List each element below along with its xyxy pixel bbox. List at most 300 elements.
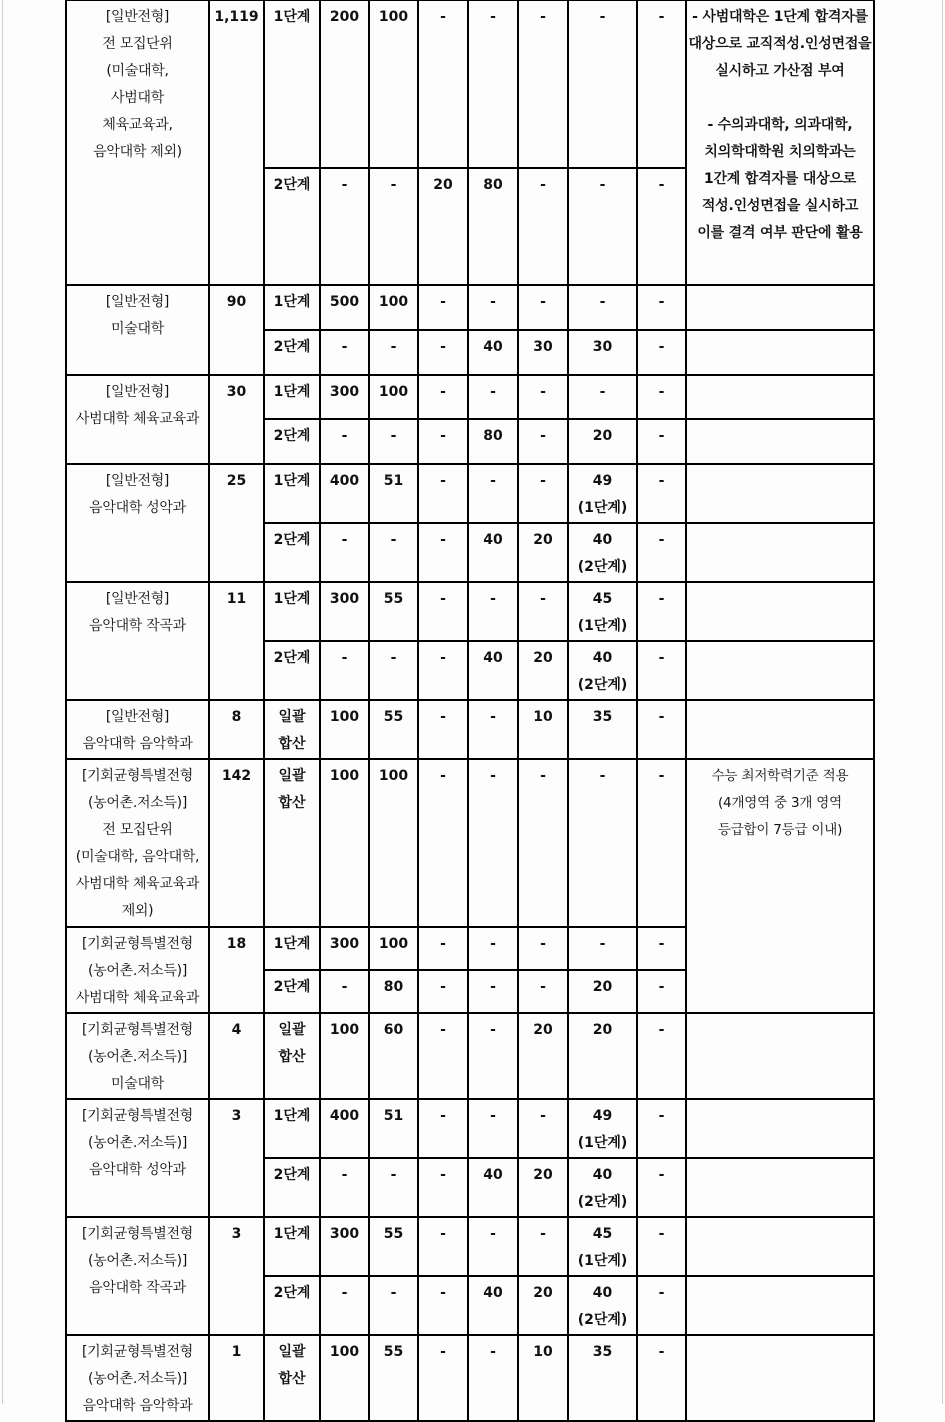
remarks-cell-empty <box>686 1099 874 1158</box>
score-value: - <box>658 473 665 489</box>
score-cell-c3 <box>418 285 468 330</box>
score-cell-c4 <box>468 700 518 759</box>
score-cell-c7 <box>637 523 686 582</box>
score-cell-c4 <box>468 285 518 330</box>
score-cell-c4 <box>468 1099 518 1158</box>
score-value: - <box>658 1022 665 1038</box>
score-value: - <box>658 1167 665 1183</box>
score-value: - <box>658 294 665 310</box>
score-value: 40 <box>483 339 503 355</box>
score-value: - <box>440 9 446 25</box>
quota-count: 90 <box>209 285 264 375</box>
score-cell-c6 <box>568 285 637 330</box>
score-cell-c7 <box>637 330 686 375</box>
score-cell-c2 <box>369 700 418 759</box>
score-value: - <box>490 979 496 995</box>
score-value: - <box>658 936 665 952</box>
score-value: 55 <box>383 1226 404 1242</box>
score-value: - <box>658 768 665 784</box>
score-value: - <box>658 650 665 666</box>
stage-label: 1단계 <box>264 0 320 168</box>
score-value: - <box>440 768 446 784</box>
score-cell-c7 <box>637 1335 686 1421</box>
score-value: - <box>658 1108 665 1124</box>
score-cell-c4 <box>468 1217 518 1276</box>
score-value: 55 <box>383 591 404 607</box>
score-value: - <box>341 1285 348 1301</box>
score-cell-c4 <box>468 1013 518 1099</box>
stage-label: 2단계 <box>264 330 320 375</box>
category-line: 사범대학 체육교육과 <box>75 411 200 427</box>
score-value: 55 <box>383 1344 404 1360</box>
table-row <box>66 0 874 168</box>
score-cell-c7 <box>637 1013 686 1099</box>
score-cell-c1 <box>320 464 369 523</box>
remarks-cell-empty <box>686 1217 874 1276</box>
score-cell-c4 <box>468 1158 518 1217</box>
score-cell-c3 <box>418 1013 468 1099</box>
category-line: (농어촌.저소득)] <box>88 1049 187 1065</box>
score-value: 100 <box>378 384 409 400</box>
stage-label: 일괄 합산 <box>264 700 320 759</box>
score-value: - <box>341 428 348 444</box>
score-cell-c3 <box>418 168 468 285</box>
category-line: 음악대학 음악학과 <box>82 1398 193 1414</box>
category-line: 사범대학 <box>111 90 164 106</box>
category-line: 음악대학 성악과 <box>89 500 186 516</box>
admission-category <box>66 285 209 375</box>
score-value: 20 <box>592 428 613 444</box>
remark-spacer <box>688 85 872 112</box>
quota-count: 3 <box>209 1099 264 1217</box>
score-value: 300 <box>329 384 360 400</box>
quota-count: 25 <box>209 464 264 582</box>
admission-category <box>66 464 209 582</box>
score-value: 300 <box>329 591 360 607</box>
quota-count: 1,119 <box>209 0 264 285</box>
score-value: - <box>490 1022 496 1038</box>
stage-label: 1단계 <box>264 582 320 641</box>
score-cell-c1 <box>320 0 369 168</box>
score-value: - <box>658 384 665 400</box>
category-line: 미술대학 <box>111 321 164 337</box>
category-line: [기회균형특별전형 <box>82 1022 193 1038</box>
stage-label: 2단계 <box>264 1276 320 1335</box>
score-value: - <box>440 532 446 548</box>
score-cell-c2 <box>369 419 418 464</box>
score-cell-c1 <box>320 927 369 970</box>
remarks-cell-empty <box>686 330 874 375</box>
quota-count: 4 <box>209 1013 264 1099</box>
score-value: 60 <box>383 1022 404 1038</box>
score-cell-c4 <box>468 641 518 700</box>
score-cell-c4 <box>468 582 518 641</box>
score-cell-c2 <box>369 0 418 168</box>
score-value: 10 <box>533 1344 553 1360</box>
remark-line: 등급합이 7등급 이내) <box>717 822 843 838</box>
score-value: - <box>658 1285 665 1301</box>
table-row <box>66 1335 874 1421</box>
score-value: 40 <box>483 532 503 548</box>
score-value: - <box>658 339 665 355</box>
score-cell-c6 <box>568 0 637 168</box>
score-value: - <box>599 294 606 310</box>
score-cell-c5 <box>518 641 568 700</box>
score-value: - <box>390 177 397 193</box>
score-value: - <box>599 384 606 400</box>
stage-label: 1단계 <box>264 464 320 523</box>
score-value: - <box>341 650 348 666</box>
score-cell-c3 <box>418 375 468 419</box>
score-value: 400 <box>329 473 360 489</box>
score-cell-c5 <box>518 1099 568 1158</box>
score-value: 20 <box>533 1167 553 1183</box>
score-cell-c3 <box>418 927 468 970</box>
score-cell-c2 <box>369 970 418 1013</box>
score-cell-c2 <box>369 1158 418 1217</box>
score-value: - <box>658 428 665 444</box>
window-edge-left <box>2 0 3 1404</box>
score-value: - <box>341 1167 348 1183</box>
score-cell-c6 <box>568 1276 637 1335</box>
score-cell-c1 <box>320 700 369 759</box>
category-line: [일반전형] <box>105 473 170 489</box>
score-value: 51 <box>383 1108 404 1124</box>
score-value: 20 <box>533 1285 553 1301</box>
score-value: - <box>599 177 606 193</box>
score-cell-c7 <box>637 970 686 1013</box>
score-cell-c4 <box>468 419 518 464</box>
score-value: 500 <box>329 294 360 310</box>
stage-label: 2단계 <box>264 168 320 285</box>
score-cell-c3 <box>418 759 468 927</box>
category-line: [기회균형특별전형 <box>82 1344 193 1360</box>
score-value: - <box>440 384 446 400</box>
table-row <box>66 1099 874 1158</box>
score-cell-c1 <box>320 970 369 1013</box>
quota-count: 11 <box>209 582 264 700</box>
score-cell-c3 <box>418 1158 468 1217</box>
score-cell-c1 <box>320 168 369 285</box>
score-value: 200 <box>329 9 360 25</box>
score-cell-c7 <box>637 464 686 523</box>
score-cell-c5 <box>518 523 568 582</box>
score-cell-c6 <box>568 1013 637 1099</box>
score-value: 20 <box>592 1022 613 1038</box>
score-value: 20 <box>592 979 613 995</box>
score-stage-note: (1단계) <box>577 1253 628 1269</box>
category-line: [일반전형] <box>105 294 170 310</box>
score-value: 300 <box>329 936 360 952</box>
score-cell-c4 <box>468 168 518 285</box>
score-value: - <box>440 979 446 995</box>
category-line: 음악대학 작곡과 <box>89 1280 186 1296</box>
score-cell-c4 <box>468 759 518 927</box>
score-cell-c7 <box>637 700 686 759</box>
score-value: - <box>490 591 496 607</box>
score-cell-c2 <box>369 927 418 970</box>
score-cell-c6 <box>568 927 637 970</box>
score-cell-c7 <box>637 641 686 700</box>
category-line: 제외) <box>121 903 154 919</box>
remarks-cell-empty <box>686 419 874 464</box>
score-value: - <box>540 1108 546 1124</box>
score-value: - <box>658 979 665 995</box>
category-line: (농어촌.저소득)] <box>88 1371 187 1387</box>
score-value: - <box>490 1344 496 1360</box>
quota-count: 18 <box>209 927 264 1013</box>
score-cell-c5 <box>518 464 568 523</box>
score-value: 40 <box>592 650 613 666</box>
score-value: 20 <box>533 1022 553 1038</box>
score-value: - <box>490 384 496 400</box>
score-value: - <box>440 1108 446 1124</box>
table-row <box>66 582 874 641</box>
score-cell-c2 <box>369 759 418 927</box>
score-value: - <box>390 428 397 444</box>
score-value: - <box>540 9 546 25</box>
score-cell-c3 <box>418 641 468 700</box>
score-value: 80 <box>483 428 503 444</box>
score-cell-c1 <box>320 419 369 464</box>
score-value: - <box>599 768 606 784</box>
score-value: - <box>658 9 665 25</box>
score-cell-c4 <box>468 375 518 419</box>
score-cell-c6 <box>568 419 637 464</box>
score-cell-c2 <box>369 1217 418 1276</box>
score-value: - <box>390 339 397 355</box>
score-cell-c1 <box>320 1099 369 1158</box>
stage-label: 일괄 합산 <box>264 1013 320 1099</box>
score-cell-c2 <box>369 1013 418 1099</box>
category-line: [일반전형] <box>105 591 170 607</box>
score-value: - <box>440 339 446 355</box>
score-cell-c6 <box>568 970 637 1013</box>
quota-count: 8 <box>209 700 264 759</box>
score-cell-c5 <box>518 1335 568 1421</box>
score-value: - <box>440 294 446 310</box>
score-cell-c6 <box>568 759 637 927</box>
remarks-cell-empty <box>686 1158 874 1217</box>
category-line: 음악대학 제외) <box>93 144 182 160</box>
score-cell-c2 <box>369 523 418 582</box>
remarks-cell-empty <box>686 1276 874 1335</box>
score-value: - <box>440 1285 446 1301</box>
score-cell-c6 <box>568 330 637 375</box>
score-cell-c7 <box>637 285 686 330</box>
score-cell-c6 <box>568 523 637 582</box>
remarks-cell-empty <box>686 1013 874 1099</box>
score-cell-c1 <box>320 1335 369 1421</box>
score-cell-c4 <box>468 464 518 523</box>
stage-label: 1단계 <box>264 1217 320 1276</box>
table-row <box>66 1217 874 1276</box>
score-value: 51 <box>383 473 404 489</box>
score-cell-c2 <box>369 641 418 700</box>
score-cell-c3 <box>418 1099 468 1158</box>
category-line: 사범대학 체육교육과 <box>75 876 200 892</box>
score-cell-c3 <box>418 1276 468 1335</box>
score-value: - <box>658 1344 665 1360</box>
quota-count: 1 <box>209 1335 264 1421</box>
remark-line: (4개영역 중 3개 영역 <box>717 795 842 811</box>
score-value: 100 <box>378 936 409 952</box>
score-cell-c6 <box>568 375 637 419</box>
score-stage-note: (2단계) <box>577 559 628 575</box>
score-cell-c2 <box>369 285 418 330</box>
score-value: - <box>440 473 446 489</box>
score-value: - <box>540 979 546 995</box>
score-cell-c4 <box>468 330 518 375</box>
remarks-cell <box>686 759 874 1013</box>
remark-teaching-college: - 사범대학은 1단계 합격자를 대상으로 교직적성.인성면접을 실시하고 가산점 부여 <box>688 9 872 79</box>
score-stage-note: (1단계) <box>577 1135 628 1151</box>
score-cell-c2 <box>369 375 418 419</box>
score-cell-c3 <box>418 700 468 759</box>
score-cell-c2 <box>369 1335 418 1421</box>
score-value: 40 <box>592 532 613 548</box>
score-cell-c7 <box>637 927 686 970</box>
score-cell-c5 <box>518 582 568 641</box>
score-value: - <box>658 177 665 193</box>
score-cell-c6 <box>568 464 637 523</box>
score-value: - <box>490 1226 496 1242</box>
category-line: 전 모집단위 <box>102 36 173 52</box>
score-cell-c7 <box>637 1217 686 1276</box>
score-stage-note: (2단계) <box>577 1312 628 1328</box>
remarks-cell-empty <box>686 582 874 641</box>
category-line: [기회균형특별전형 <box>82 936 193 952</box>
score-value: 40 <box>483 1167 503 1183</box>
admission-category <box>66 1099 209 1217</box>
score-cell-c2 <box>369 1099 418 1158</box>
score-value: - <box>490 473 496 489</box>
score-cell-c5 <box>518 0 568 168</box>
table-row <box>66 759 874 927</box>
score-value: 100 <box>329 709 360 725</box>
score-cell-c1 <box>320 1158 369 1217</box>
score-value: 400 <box>329 1108 360 1124</box>
score-cell-c7 <box>637 375 686 419</box>
score-stage-note: (2단계) <box>577 1194 628 1210</box>
score-value: - <box>540 294 546 310</box>
score-value: - <box>341 979 348 995</box>
score-value: 20 <box>533 650 553 666</box>
category-line: (농어촌.저소득)] <box>88 1135 187 1151</box>
score-value: - <box>540 1226 546 1242</box>
category-line: (미술대학, <box>106 63 169 79</box>
category-line: 체육교육과, <box>102 117 173 133</box>
score-value: 80 <box>383 979 404 995</box>
score-value: - <box>540 177 546 193</box>
score-cell-c3 <box>418 464 468 523</box>
table-row <box>66 464 874 523</box>
admission-category <box>66 759 209 927</box>
score-value: - <box>658 532 665 548</box>
score-value: 45 <box>592 591 613 607</box>
stage-label: 2단계 <box>264 641 320 700</box>
score-cell-c6 <box>568 641 637 700</box>
score-cell-c3 <box>418 1335 468 1421</box>
remarks-cell-empty <box>686 375 874 419</box>
score-value: 55 <box>383 709 404 725</box>
score-value: - <box>440 1167 446 1183</box>
category-line: 음악대학 성악과 <box>89 1162 186 1178</box>
score-value: 35 <box>592 709 613 725</box>
score-cell-c7 <box>637 582 686 641</box>
score-value: - <box>658 709 665 725</box>
score-cell-c5 <box>518 1158 568 1217</box>
category-line: [기회균형특별전형 <box>82 1108 193 1124</box>
category-line: [일반전형] <box>105 709 170 725</box>
score-cell-c5 <box>518 1276 568 1335</box>
score-cell-c7 <box>637 168 686 285</box>
score-value: - <box>540 591 546 607</box>
table-row <box>66 1013 874 1099</box>
score-cell-c4 <box>468 1276 518 1335</box>
score-cell-c3 <box>418 0 468 168</box>
score-value: 40 <box>483 1285 503 1301</box>
score-cell-c5 <box>518 1013 568 1099</box>
remarks-cell <box>686 0 874 285</box>
remarks-cell-empty <box>686 1335 874 1421</box>
score-value: 10 <box>533 709 553 725</box>
category-line: [기회균형특별전형 <box>82 768 193 784</box>
score-value: 300 <box>329 1226 360 1242</box>
score-cell-c7 <box>637 0 686 168</box>
score-cell-c2 <box>369 582 418 641</box>
score-cell-c1 <box>320 523 369 582</box>
stage-label: 1단계 <box>264 927 320 970</box>
score-value: - <box>440 591 446 607</box>
score-cell-c1 <box>320 759 369 927</box>
stage-label: 2단계 <box>264 419 320 464</box>
table-row <box>66 285 874 330</box>
score-cell-c1 <box>320 1013 369 1099</box>
score-value: 100 <box>378 768 409 784</box>
category-line: (농어촌.저소득)] <box>88 963 187 979</box>
remark-medical-college: - 수의과대학, 의과대학, 치의학대학원 치의학과는 1간계 합격자를 대상으로 적성.인성면접을 실시하고 이를 결격 여부 판단에 활용 <box>697 117 863 241</box>
score-cell-c1 <box>320 375 369 419</box>
score-value: 30 <box>592 339 613 355</box>
table-row <box>66 375 874 419</box>
score-value: - <box>390 1167 397 1183</box>
admission-category <box>66 582 209 700</box>
score-cell-c3 <box>418 419 468 464</box>
score-value: - <box>341 177 348 193</box>
score-value: - <box>658 591 665 607</box>
stage-label: 일괄 합산 <box>264 759 320 927</box>
score-value: - <box>440 1022 446 1038</box>
score-value: - <box>440 1344 446 1360</box>
score-value: - <box>599 936 606 952</box>
score-stage-note: (2단계) <box>577 677 628 693</box>
stage-label: 일괄 합산 <box>264 1335 320 1421</box>
score-cell-c4 <box>468 1335 518 1421</box>
score-value: 49 <box>592 473 613 489</box>
score-value: - <box>490 294 496 310</box>
category-line: 음악대학 음악학과 <box>82 736 193 752</box>
score-value: 20 <box>433 177 453 193</box>
score-cell-c5 <box>518 700 568 759</box>
score-value: - <box>490 768 496 784</box>
score-cell-c3 <box>418 330 468 375</box>
score-cell-c5 <box>518 330 568 375</box>
category-line: (미술대학, 음악대학, <box>75 849 200 865</box>
score-value: - <box>540 936 546 952</box>
score-value: - <box>440 1226 446 1242</box>
score-value: - <box>341 532 348 548</box>
